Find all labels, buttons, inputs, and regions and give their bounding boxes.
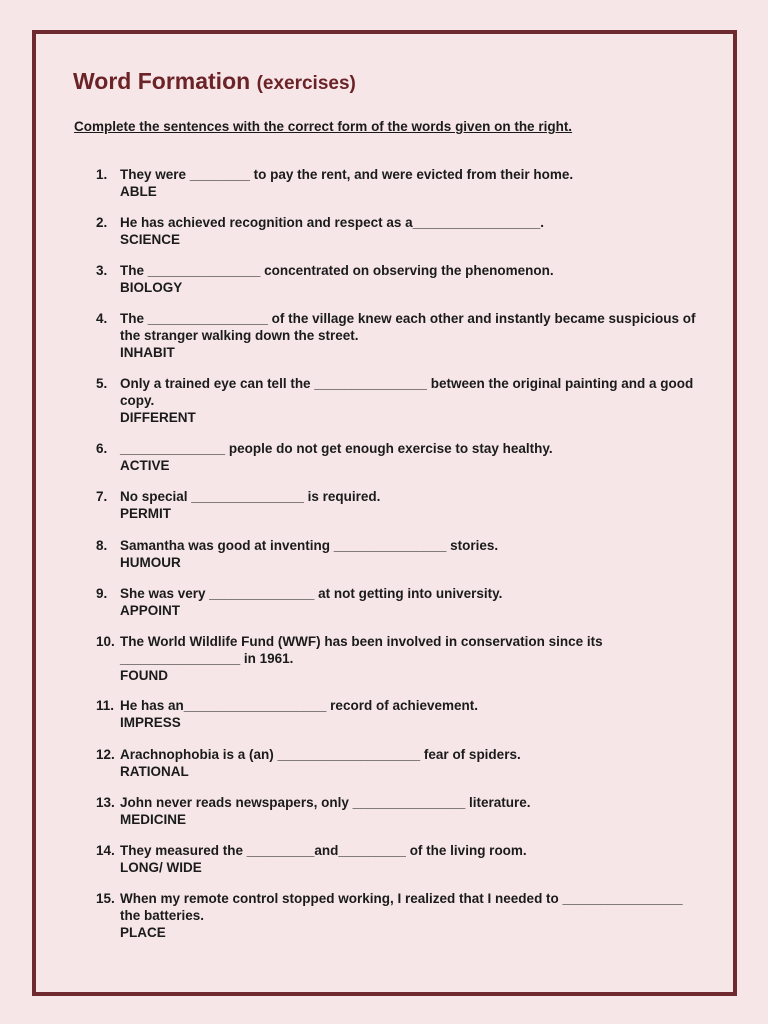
item-number: 3. xyxy=(96,263,108,278)
item-sentence: The ________________ of the village knew each other and instantly became suspicious of the stranger walking down the street. xyxy=(120,311,696,343)
item-sentence: They measured the _________and_________ of the living room. xyxy=(120,843,527,858)
item-keyword: ACTIVE xyxy=(120,458,170,473)
title-suffix: (exercises) xyxy=(256,73,356,94)
item-sentence: Arachnophobia is a (an) ___________________ fear of spiders. xyxy=(120,747,521,762)
item-sentence: When my remote control stopped working, I realized that I needed to ________________ the batteries. xyxy=(120,891,683,923)
item-sentence: ______________ people do not get enough exercise to stay healthy. xyxy=(120,441,553,456)
item-keyword: IMPRESS xyxy=(120,715,181,730)
instructions: Complete the sentences with the correct form of the words given on the right. xyxy=(74,119,573,134)
item-number: 9. xyxy=(96,586,108,601)
item-sentence: The _______________ concentrated on observing the phenomenon. xyxy=(120,263,554,278)
item-keyword: MEDICINE xyxy=(120,812,187,827)
item-keyword: APPOINT xyxy=(120,603,181,618)
exercise-item xyxy=(96,633,696,684)
item-sentence: She was very ______________ at not getting into university. xyxy=(120,586,503,601)
exercise-item xyxy=(96,488,696,522)
exercise-item xyxy=(96,585,696,619)
item-sentence: Samantha was good at inventing _______________ stories. xyxy=(120,538,499,553)
exercise-item xyxy=(96,262,696,296)
item-keyword: DIFFERENT xyxy=(120,410,196,425)
item-keyword: LONG/ WIDE xyxy=(120,860,202,875)
item-sentence: John never reads newspapers, only _______________ literature. xyxy=(120,795,531,810)
item-sentence: He has achieved recognition and respect as a_________________. xyxy=(120,215,544,230)
exercise-item xyxy=(96,375,696,426)
exercise-item xyxy=(96,697,696,731)
item-number: 2. xyxy=(96,215,108,230)
item-number: 5. xyxy=(96,376,108,391)
exercise-item xyxy=(96,166,696,200)
item-keyword: ABLE xyxy=(120,184,157,199)
item-keyword: SCIENCE xyxy=(120,232,181,247)
item-keyword: PLACE xyxy=(120,925,166,940)
item-number: 8. xyxy=(96,538,108,553)
exercise-item xyxy=(96,842,696,876)
item-sentence: No special _______________ is required. xyxy=(120,489,381,504)
exercise-item xyxy=(96,794,696,828)
item-keyword: RATIONAL xyxy=(120,764,189,779)
item-number: 11. xyxy=(96,698,115,713)
item-number: 14. xyxy=(96,843,115,858)
item-sentence: He has an___________________ record of achievement. xyxy=(120,698,478,713)
item-keyword: BIOLOGY xyxy=(120,280,183,295)
item-number: 1. xyxy=(96,167,108,182)
item-sentence: The World Wildlife Fund (WWF) has been involved in conservation since its ________________ in 1961. xyxy=(120,634,603,666)
title-main: Word Formation xyxy=(73,68,251,94)
item-number: 13. xyxy=(96,795,115,810)
item-keyword: INHABIT xyxy=(120,345,175,360)
item-sentence: They were ________ to pay the rent, and were evicted from their home. xyxy=(120,167,574,182)
item-keyword: HUMOUR xyxy=(120,555,181,570)
item-sentence: Only a trained eye can tell the _______________ between the original painting and a good copy. xyxy=(120,376,694,408)
item-keyword: PERMIT xyxy=(120,506,172,521)
exercise-item xyxy=(96,890,696,941)
item-keyword: FOUND xyxy=(120,668,168,683)
exercise-item xyxy=(96,537,696,571)
item-number: 6. xyxy=(96,441,108,456)
item-number: 15. xyxy=(96,891,115,906)
item-number: 12. xyxy=(96,747,115,762)
exercise-item xyxy=(96,310,696,361)
item-number: 10. xyxy=(96,634,115,649)
item-number: 4. xyxy=(96,311,108,326)
exercise-item xyxy=(96,214,696,248)
exercise-item xyxy=(96,440,696,474)
item-number: 7. xyxy=(96,489,108,504)
exercise-item xyxy=(96,746,696,780)
